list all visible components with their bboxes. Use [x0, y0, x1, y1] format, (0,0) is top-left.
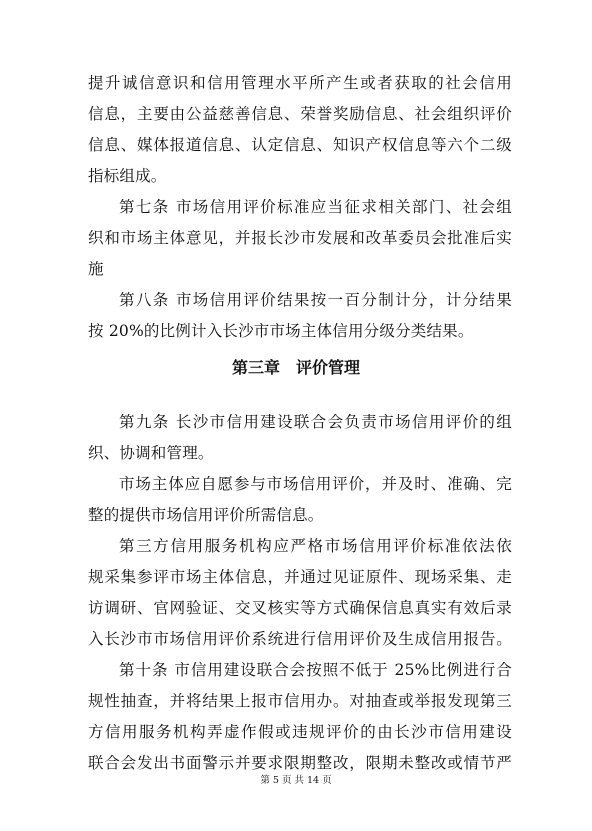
body-line: 联合会发出书面警示并要求限期整改，限期未整改或情节严 [88, 754, 512, 772]
body-line: 信息，主要由公益慈善信息、荣誉奖励信息、社会组织评价 [88, 105, 512, 123]
article-10-line: 第十条 市信用建设联合会按照不低于 25%比例进行合 [119, 661, 512, 679]
page-footer: 第 5 页 共 14 页 [260, 775, 332, 786]
article-9-line: 第九条 长沙市信用建设联合会负责市场信用评价的组 [119, 413, 512, 431]
body-line: 规性抽查，并将结果上报市信用办。对抽查或举报发现第三 [88, 692, 512, 710]
body-line: 指标组成。 [88, 167, 167, 185]
article-7-line: 第七条 市场信用评价标准应当征求相关部门、社会组 [119, 198, 512, 216]
body-line: 整的提供市场信用评价所需信息。 [88, 506, 324, 524]
body-line: 入长沙市市场信用评价系统进行信用评价及生成信用报告。 [88, 630, 512, 648]
chapter-heading: 第三章 评价管理 [231, 358, 360, 377]
body-line: 规采集参评市场主体信息，并通过见证原件、现场采集、走 [88, 568, 512, 586]
body-line: 第三方信用服务机构应严格市场信用评价标准依法依 [119, 537, 512, 555]
body-line: 访调研、官网验证、交叉核实等方式确保信息真实有效后录 [88, 599, 512, 617]
body-line: 织、协调和管理。 [88, 444, 214, 462]
body-line: 提升诚信意识和信用管理水平所产生或者获取的社会信用 [88, 74, 512, 92]
body-line: 市场主体应自愿参与市场信用评价，并及时、准确、完 [119, 475, 512, 493]
body-line: 施 [88, 260, 104, 278]
body-line: 信息、媒体报道信息、认定信息、知识产权信息等六个二级 [88, 136, 512, 154]
article-8-line: 第八条 市场信用评价结果按一百分制计分，计分结果 [119, 291, 512, 309]
body-line: 方信用服务机构弄虚作假或违规评价的由长沙市信用建设 [88, 723, 512, 741]
body-line: 织和市场主体意见，并报长沙市发展和改革委员会批准后实 [88, 229, 512, 247]
body-line: 按 20%的比例计入长沙市市场主体信用分级分类结果。 [88, 322, 474, 340]
